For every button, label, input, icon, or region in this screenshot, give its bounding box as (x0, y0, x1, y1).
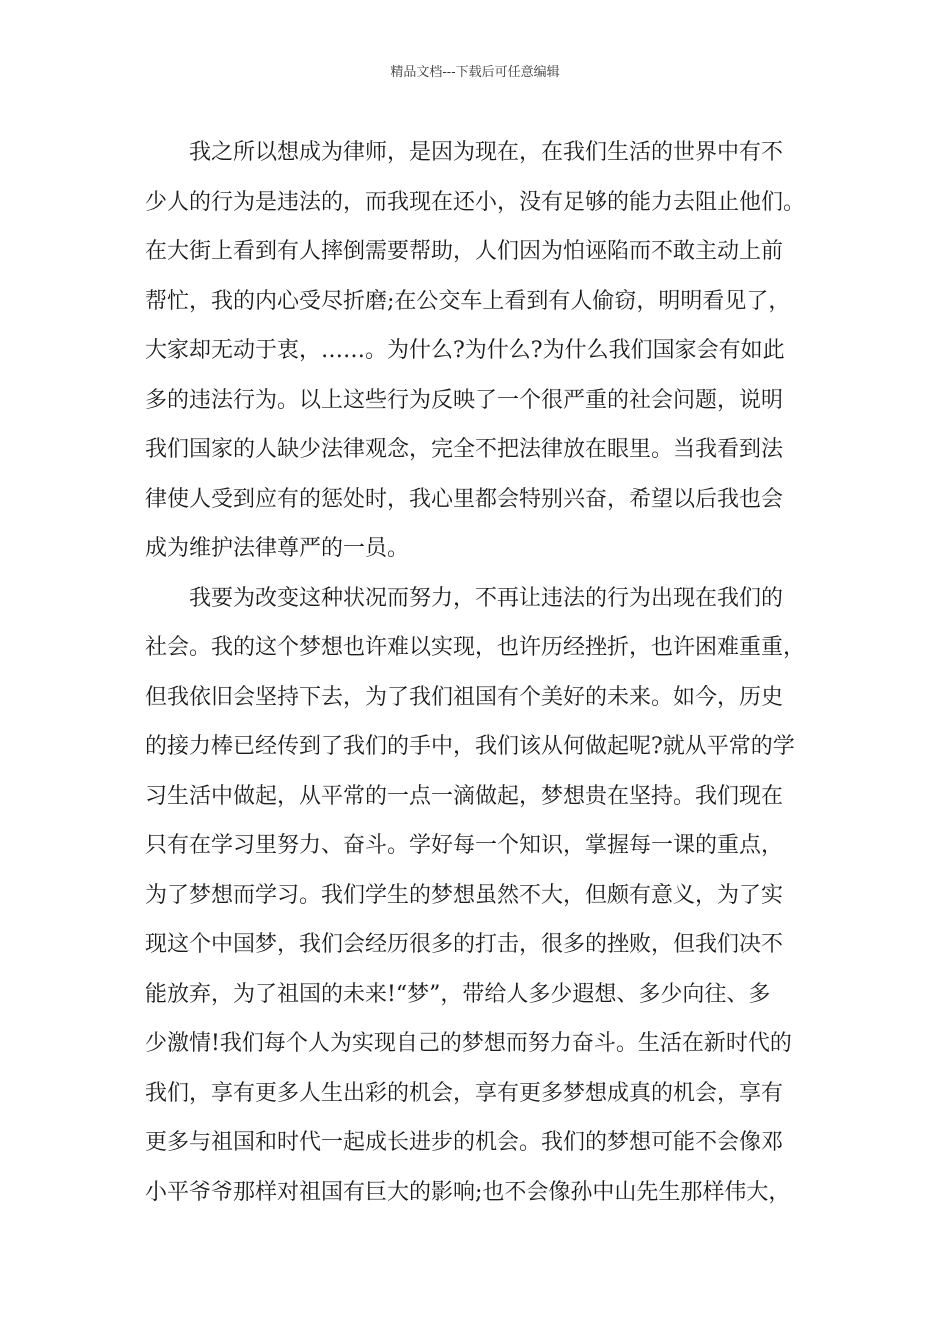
paragraph-line: 在大街上看到有人摔倒需要帮助，人们因为怕诬陷而不敢主动上前 (145, 239, 784, 264)
paragraph-line: 我们，享有更多人生出彩的机会，享有更多梦想成真的机会，享有 (145, 1080, 784, 1106)
paragraph-line: 多的违法行为。以上这些行为反映了一个很严重的社会问题，说明 (145, 387, 784, 413)
paragraph-line: 我要为改变这种状况而努力，不再让违法的行为出现在我们的 (189, 585, 784, 611)
page-header: 精品文档---下载后可任意编辑 (390, 65, 560, 80)
paragraph-line: 但我依旧会坚持下去，为了我们祖国有个美好的未来。如今，历史 (145, 684, 784, 710)
paragraph-line: 我们国家的人缺少法律观念，完全不把法律放在眼里。当我看到法 (145, 437, 784, 462)
paragraph-line: 成为维护法律尊严的一员。 (145, 536, 410, 561)
paragraph-line: 我之所以想成为律师，是因为现在，在我们生活的世界中有不 (189, 140, 784, 165)
paragraph-line: 社会。我的这个梦想也许难以实现，也许历经挫折，也许困难重重， (145, 635, 806, 660)
paragraph-line: 律使人受到应有的惩处时，我心里都会特别兴奋，希望以后我也会 (145, 486, 784, 512)
paragraph-line: 能放弃，为了祖国的未来!“梦”，带给人多少遐想、多少向往、多 (145, 981, 771, 1007)
paragraph-line: 大家却无动于衷，……。为什么?为什么?为什么我们国家会有如此 (145, 338, 785, 363)
paragraph-line: 为了梦想而学习。我们学生的梦想虽然不大，但颇有意义，为了实 (145, 882, 784, 908)
paragraph-line: 小平爷爷那样对祖国有巨大的影响;也不会像孙中山先生那样伟大， (145, 1179, 791, 1205)
paragraph-line: 现这个中国梦，我们会经历很多的打击，很多的挫败，但我们决不 (145, 932, 784, 957)
paragraph-line: 帮忙，我的内心受尽折磨;在公交车上看到有人偷窃，明明看见了， (145, 288, 791, 314)
paragraph-line: 的接力棒已经传到了我们的手中，我们该从何做起呢?就从平常的学 (145, 734, 795, 759)
paragraph-line: 只有在学习里努力、奋斗。学好每一个知识，掌握每一课的重点， (145, 833, 784, 858)
paragraph-line: 更多与祖国和时代一起成长进步的机会。我们的梦想可能不会像邓 (145, 1130, 784, 1155)
paragraph-line: 习生活中做起，从平常的一点一滴做起，梦想贵在坚持。我们现在 (145, 783, 784, 809)
paragraph-line: 少激情!我们每个人为实现自己的梦想而努力奋斗。生活在新时代的 (145, 1031, 792, 1056)
document-body (145, 128, 810, 1217)
paragraph-line: 少人的行为是违法的，而我现在还小，没有足够的能力去阻止他们。 (145, 189, 806, 215)
paragraph-2 (145, 574, 810, 1218)
paragraph-1 (145, 128, 810, 574)
